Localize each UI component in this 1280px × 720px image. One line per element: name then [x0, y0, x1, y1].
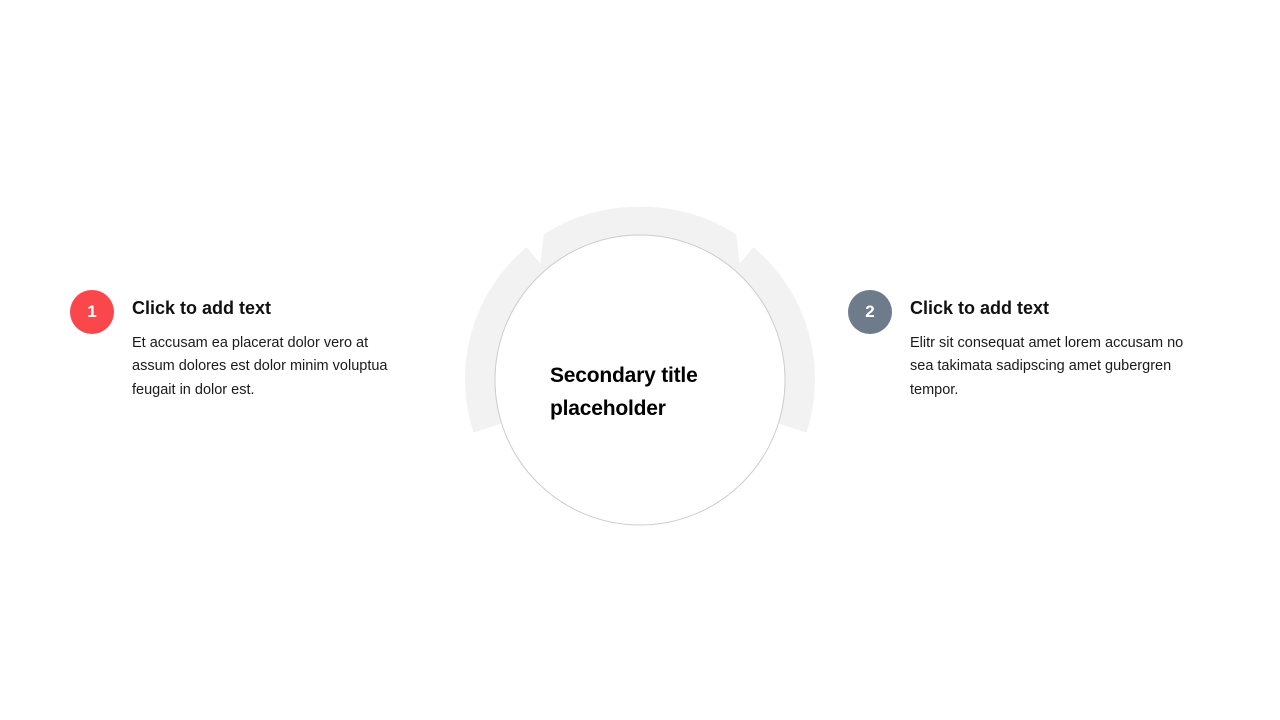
item-body [910, 290, 1198, 402]
item-number-badge-1: 1 [70, 290, 114, 334]
item-number-badge-2: 2 [848, 290, 892, 334]
list-item[interactable] [848, 290, 1198, 402]
center-title: Secondary title placeholder [550, 364, 698, 420]
item-description: Et accusam ea placerat dolor vero at assum dolores est dolor minim voluptua feugait in dolor est. [132, 334, 388, 398]
item-title: Click to add text [910, 298, 1050, 318]
item-title: Click to add text [132, 298, 272, 318]
item-description: Elitr sit consequat amet lorem accusam no sea takimata sadipscing amet gubergren tempor. [910, 334, 1184, 398]
list-item[interactable] [70, 290, 400, 402]
item-body [132, 290, 400, 402]
